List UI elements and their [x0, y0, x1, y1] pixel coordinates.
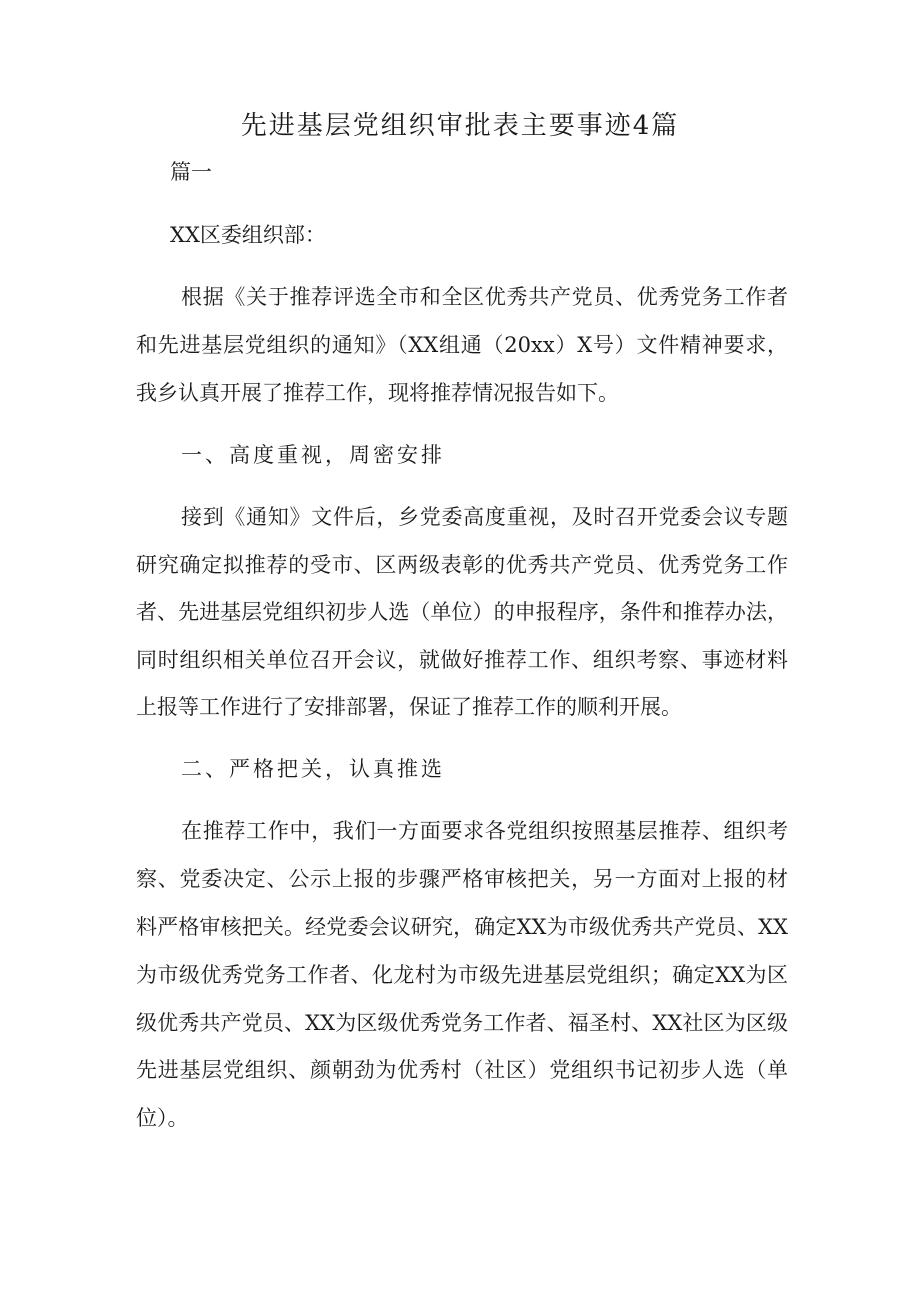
- paragraph-line: 同时组织相关单位召开会议，就做好推荐工作、组织考察、事迹材料: [136, 648, 788, 672]
- paragraph-line: 察、党委决定、公示上报的步骤严格审核把关，另一方面对上报的材: [136, 867, 788, 891]
- paragraph-line: 料严格审核把关。经党委会议研究，确定XX为市级优秀共产党员、XX: [136, 915, 788, 939]
- document-title: 先进基层党组织审批表主要事迹4篇: [240, 111, 680, 141]
- paragraph-line: 在推荐工作中，我们一方面要求各党组织按照基层推荐、组织考: [181, 819, 788, 843]
- paragraph-line: 位）。: [136, 1106, 189, 1130]
- section-label: 篇一: [170, 160, 212, 184]
- paragraph-line: 根据《关于推荐评选全市和全区优秀共产党员、优秀党务工作者: [181, 285, 788, 309]
- paragraph-line: 我乡认真开展了推荐工作，现将推荐情况报告如下。: [136, 381, 619, 405]
- paragraph-line: 先进基层党组织、颜朝劲为优秀村（社区）党组织书记初步人选（单: [136, 1058, 788, 1082]
- paragraph-line: 级优秀共产党员、XX为区级优秀党务工作者、福圣村、XX社区为区级: [136, 1011, 788, 1035]
- section-heading-2: 二、严格把关，认真推选: [181, 757, 445, 781]
- paragraph-line: 者、先进基层党组织初步人选（单位）的申报程序，条件和推荐办法，: [136, 600, 788, 624]
- paragraph-line: 和先进基层党组织的通知》（XX组通（20xx）X号）文件精神要求，: [136, 333, 788, 357]
- salutation: XX区委组织部：: [170, 223, 326, 247]
- paragraph-line: 研究确定拟推荐的受市、区两级表彰的优秀共产党员、优秀党务工作: [136, 553, 788, 577]
- paragraph-line: 上报等工作进行了安排部署，保证了推荐工作的顺利开展。: [136, 695, 682, 719]
- paragraph-line: 为市级优秀党务工作者、化龙村为市级先进基层党组织；确定XX为区: [136, 963, 788, 987]
- paragraph-line: 接到《通知》文件后，乡党委高度重视，及时召开党委会议专题: [181, 505, 788, 529]
- section-heading-1: 一、高度重视，周密安排: [181, 443, 445, 467]
